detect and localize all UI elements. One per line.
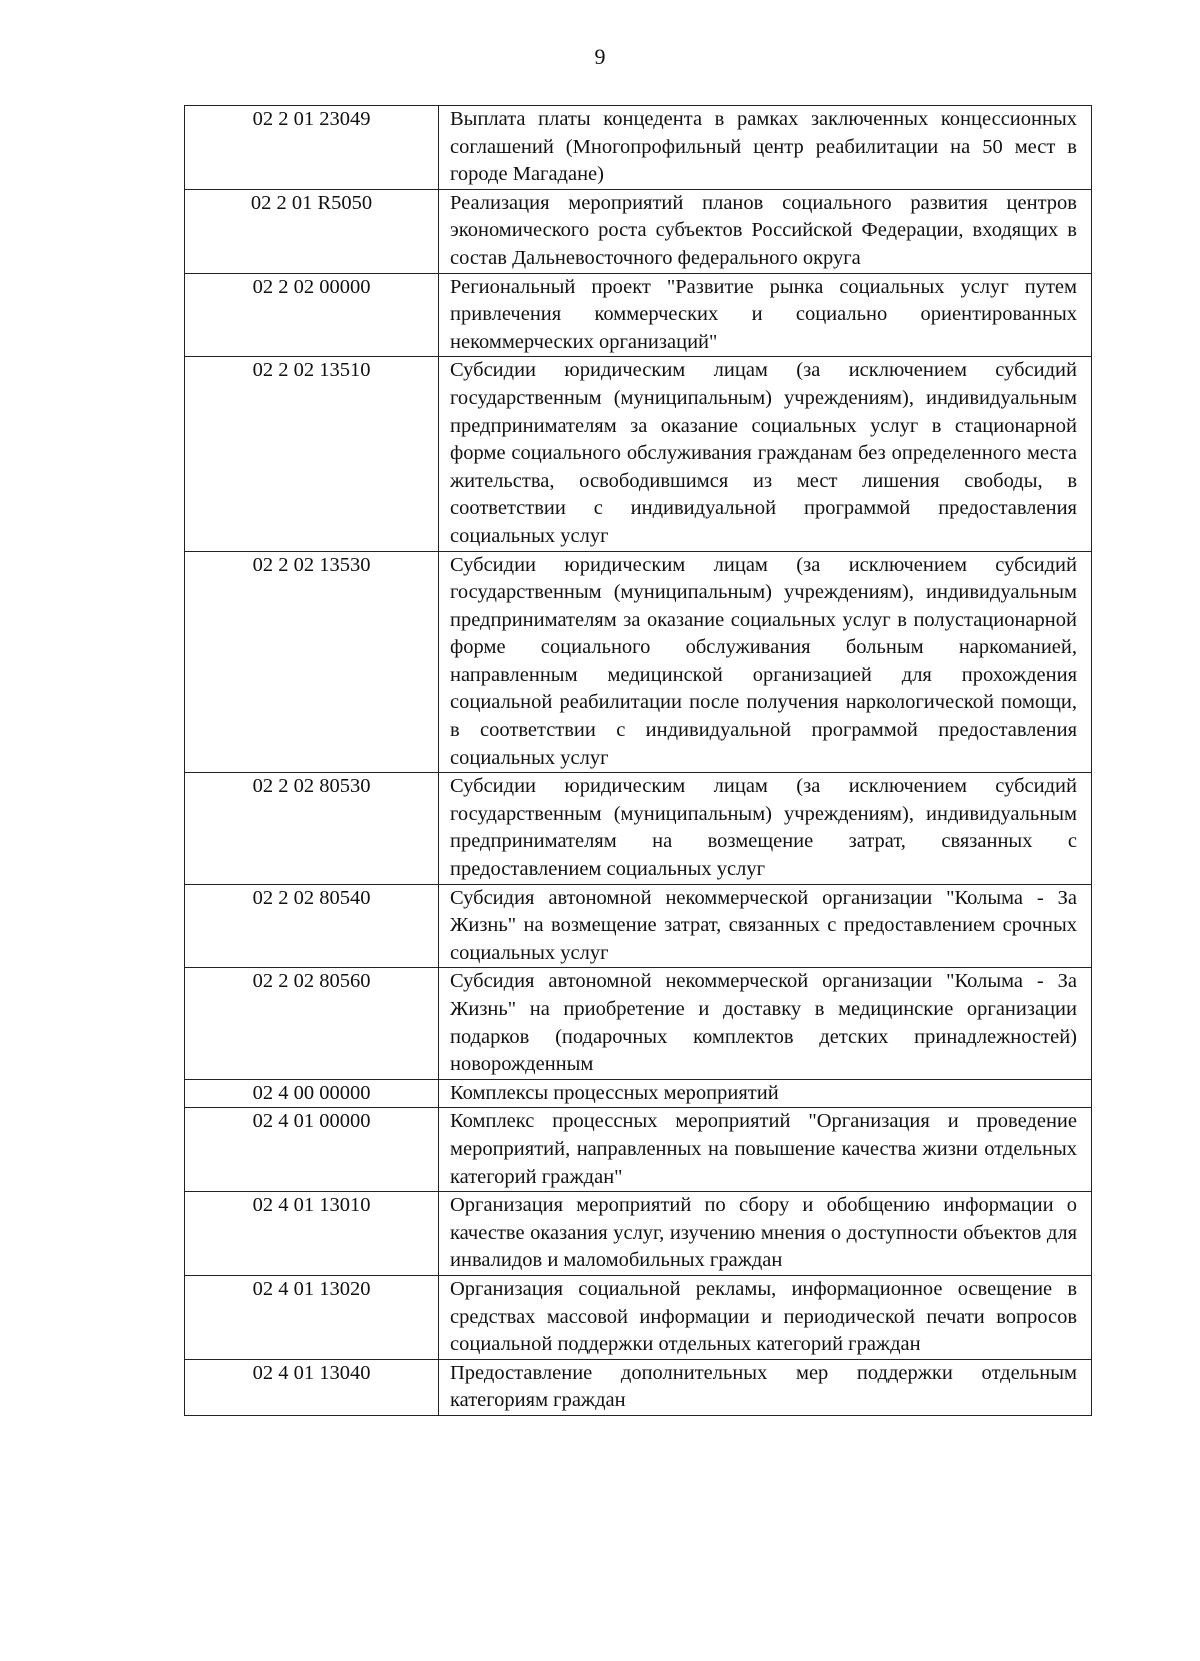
code-cell: 02 4 01 13010 xyxy=(185,1192,439,1276)
table-row xyxy=(185,273,1092,357)
description-cell: Субсидии юридическим лицам (за исключением субсидий государственным (муниципальным) учреждениям), индивидуальным предпринимателям за оказание социальных услуг в стационарной форме социального обслуживания гражданам без определенного места жительства, освободившимся из мест лишения свободы, в соответствии с индивидуальной программой предоставления социальных услуг xyxy=(439,357,1092,551)
table-row xyxy=(185,1275,1092,1359)
code-cell: 02 4 00 00000 xyxy=(185,1079,439,1108)
budget-codes-table xyxy=(184,105,1092,1416)
description-cell: Субсидии юридическим лицам (за исключением субсидий государственным (муниципальным) учреждениям), индивидуальным предпринимателям на возмещение затрат, связанных с предоставлением социальных услуг xyxy=(439,773,1092,884)
page-number: 9 xyxy=(594,44,606,69)
description-cell: Предоставление дополнительных мер поддержки отдельным категориям граждан xyxy=(439,1359,1092,1415)
table-row xyxy=(185,1192,1092,1276)
description-cell: Организация мероприятий по сбору и обобщению информации о качестве оказания услуг, изучению мнения о доступности объектов для инвалидов и маломобильных граждан xyxy=(439,1192,1092,1276)
description-cell: Реализация мероприятий планов социального развития центров экономического роста субъектов Российской Федерации, входящих в состав Дальневосточного федерального округа xyxy=(439,189,1092,273)
table-row xyxy=(185,551,1092,773)
code-cell: 02 2 02 80560 xyxy=(185,968,439,1079)
table-row xyxy=(185,968,1092,1079)
table-row xyxy=(185,773,1092,884)
code-cell: 02 4 01 13020 xyxy=(185,1275,439,1359)
table-row xyxy=(185,106,1092,190)
table-row xyxy=(185,1079,1092,1108)
table-row xyxy=(185,189,1092,273)
description-cell: Субсидии юридическим лицам (за исключением субсидий государственным (муниципальным) учреждениям), индивидуальным предпринимателям за оказание социальных услуг в полустационарной форме социального обслуживания больным наркоманией, направленным медицинской организацией для прохождения социальной реабилитации после получения наркологической помощи, в соответствии с индивидуальной программой предоставления социальных услуг xyxy=(439,551,1092,773)
description-cell: Комплекс процессных мероприятий "Организация и проведение мероприятий, направленных на повышение качества жизни отдельных категорий граждан" xyxy=(439,1108,1092,1192)
description-cell: Комплексы процессных мероприятий xyxy=(439,1079,1092,1108)
code-cell: 02 2 02 13510 xyxy=(185,357,439,551)
description-cell: Организация социальной рекламы, информационное освещение в средствах массовой информации и периодической печати вопросов социальной поддержки отдельных категорий граждан xyxy=(439,1275,1092,1359)
code-cell: 02 2 02 00000 xyxy=(185,273,439,357)
table-row xyxy=(185,357,1092,551)
code-cell: 02 2 02 80540 xyxy=(185,884,439,968)
description-cell: Выплата платы концедента в рамках заключенных концессионных соглашений (Многопрофильный центр реабилитации на 50 мест в городе Магадане) xyxy=(439,106,1092,190)
table-row xyxy=(185,1108,1092,1192)
code-cell: 02 2 01 R5050 xyxy=(185,189,439,273)
code-cell: 02 2 02 13530 xyxy=(185,551,439,773)
code-cell: 02 4 01 13040 xyxy=(185,1359,439,1415)
table-row xyxy=(185,1359,1092,1415)
description-cell: Региональный проект "Развитие рынка социальных услуг путем привлечения коммерческих и социально ориентированных некоммерческих организаций" xyxy=(439,273,1092,357)
code-cell: 02 2 02 80530 xyxy=(185,773,439,884)
code-cell: 02 4 01 00000 xyxy=(185,1108,439,1192)
description-cell: Субсидия автономной некоммерческой организации "Колыма - За Жизнь" на возмещение затрат, связанных с предоставлением срочных социальных услуг xyxy=(439,884,1092,968)
table-row xyxy=(185,884,1092,968)
code-cell: 02 2 01 23049 xyxy=(185,106,439,190)
description-cell: Субсидия автономной некоммерческой организации "Колыма - За Жизнь" на приобретение и доставку в медицинские организации подарков (подарочных комплектов детских принадлежностей) новорожденным xyxy=(439,968,1092,1079)
